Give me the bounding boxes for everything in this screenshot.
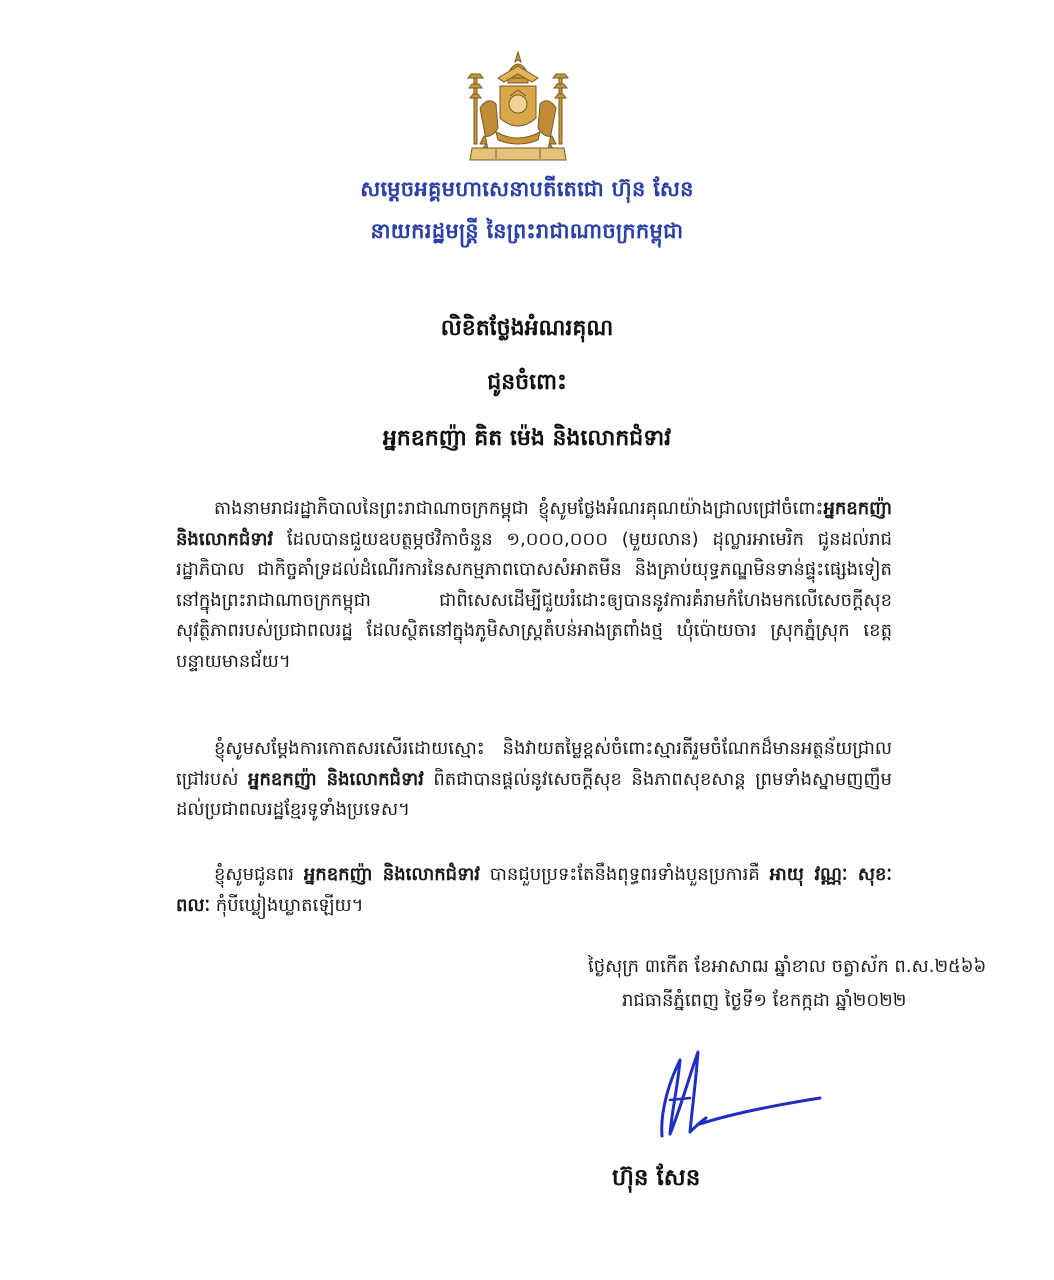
- letter-addressed-to: ជូនចំពោះ: [487, 370, 567, 395]
- date-lunar: ថ្ងៃសុក្រ ៣កើត ខែអាសាឍ ឆ្នាំខាល ចត្វាស័ក ព.ស.២៥៦៦: [588, 956, 987, 977]
- letter-title: លិខិតថ្លែងអំណរគុណ: [440, 316, 614, 341]
- p3-recipients-bold: អ្នកឧកញ៉ា និងលោកជំទាវ: [303, 864, 480, 885]
- paragraph-1: [176, 494, 892, 677]
- p2-recipients-bold: អ្នកឧកញ៉ា និងលោកជំទាវ: [248, 768, 424, 790]
- paragraph-2: [176, 734, 892, 826]
- paragraph-3: [176, 860, 892, 921]
- header-name-line: សម្ដេចអគ្គមហាសេនាបតីតេជោ ហ៊ុន សែន: [360, 177, 694, 201]
- p1-text-b: ដែលបានជួយឧបត្ថម្ភថវិកាចំនួន ១,០០០,០០០ (មួយលាន) ដុល្លារអាមេរិក ជូនដល់រាជរដ្ឋាភិបាល ជាកិច្ចគាំទ្រដល់ដំណើរការនៃសកម្មភាពបោសសំអាតមីន និងគ្រាប់យុទ្ធភណ្ឌមិនទាន់ផ្ទុះផ្សេងទៀតនៅក្នុងព្រះរាជាណាចក្រកម្ពុជា ជាពិសេសដើម្បីជួយរំដោះឲ្យបាននូវការគំរាមកំហែងមកលើសេចក្ដីសុខសុវត្ថិភាពរបស់ប្រជាពលរដ្ឋ ដែលស្ថិតនៅក្នុងភូមិសាស្ត្រតំបន់អាងត្រពាំងថ្ម ឃុំប៉ោយចារ ស្រុកភ្នំស្រុក ខេត្តបន្ទាយមានជ័យ។: [176, 528, 892, 672]
- royal-coat-of-arms-icon: [458, 48, 578, 168]
- p1-text-a: តាងនាមរាជរដ្ឋាភិបាលនៃព្រះរាជាណាចក្រកម្ពុជា ខ្ញុំសូមថ្លែងអំណរគុណយ៉ាងជ្រាលជ្រៅចំពោះ: [214, 498, 824, 519]
- p1-recipients-bold: អ្នកឧកញ៉ា និងលោកជំទាវ: [176, 498, 892, 550]
- signer-name: ហ៊ុន សែន: [612, 1165, 701, 1191]
- handwritten-signature-icon: [640, 1040, 840, 1150]
- p3-blessings-bold: អាយុ វណ្ណៈ សុខៈ ពលៈ: [176, 864, 892, 916]
- p2-text-a: ខ្ញុំសូមសម្ដែងការកោតសរសើរដោយស្មោះ និងវាយតម្លៃខ្ពស់ចំពោះស្មារតីរួមចំណែកដ៏មានអត្ថន័យជ្រាលជ្រៅរបស់: [176, 738, 892, 790]
- p3-text-a: ខ្ញុំសូមជូនពរ: [214, 864, 294, 885]
- p3-text-c: កុំបីឃ្លៀងឃ្លាតឡើយ។: [215, 894, 364, 916]
- letter-recipients: អ្នកឧកញ៉ា គិត ម៉េង និងលោកជំទាវ: [382, 426, 672, 451]
- date-place: រាជធានីភ្នំពេញ ថ្ងៃទី១ ខែកក្កដា ឆ្នាំ២០២២: [622, 990, 907, 1011]
- p2-text-b: ពិតជាបានផ្ដល់នូវសេចក្ដីសុខ និងភាពសុខសាន្ត ព្រមទាំងស្នាមញញឹមដល់ប្រជាពលរដ្ឋខ្មែរទូទាំងប្រទេស។: [176, 768, 892, 820]
- header-title-line: នាយករដ្ឋមន្ត្រី នៃព្រះរាជាណាចក្រកម្ពុជា: [370, 219, 684, 243]
- p3-text-b: បានជួបប្រទះតែនឹងពុទ្ធពរទាំងបួនប្រការគឺ: [489, 864, 760, 885]
